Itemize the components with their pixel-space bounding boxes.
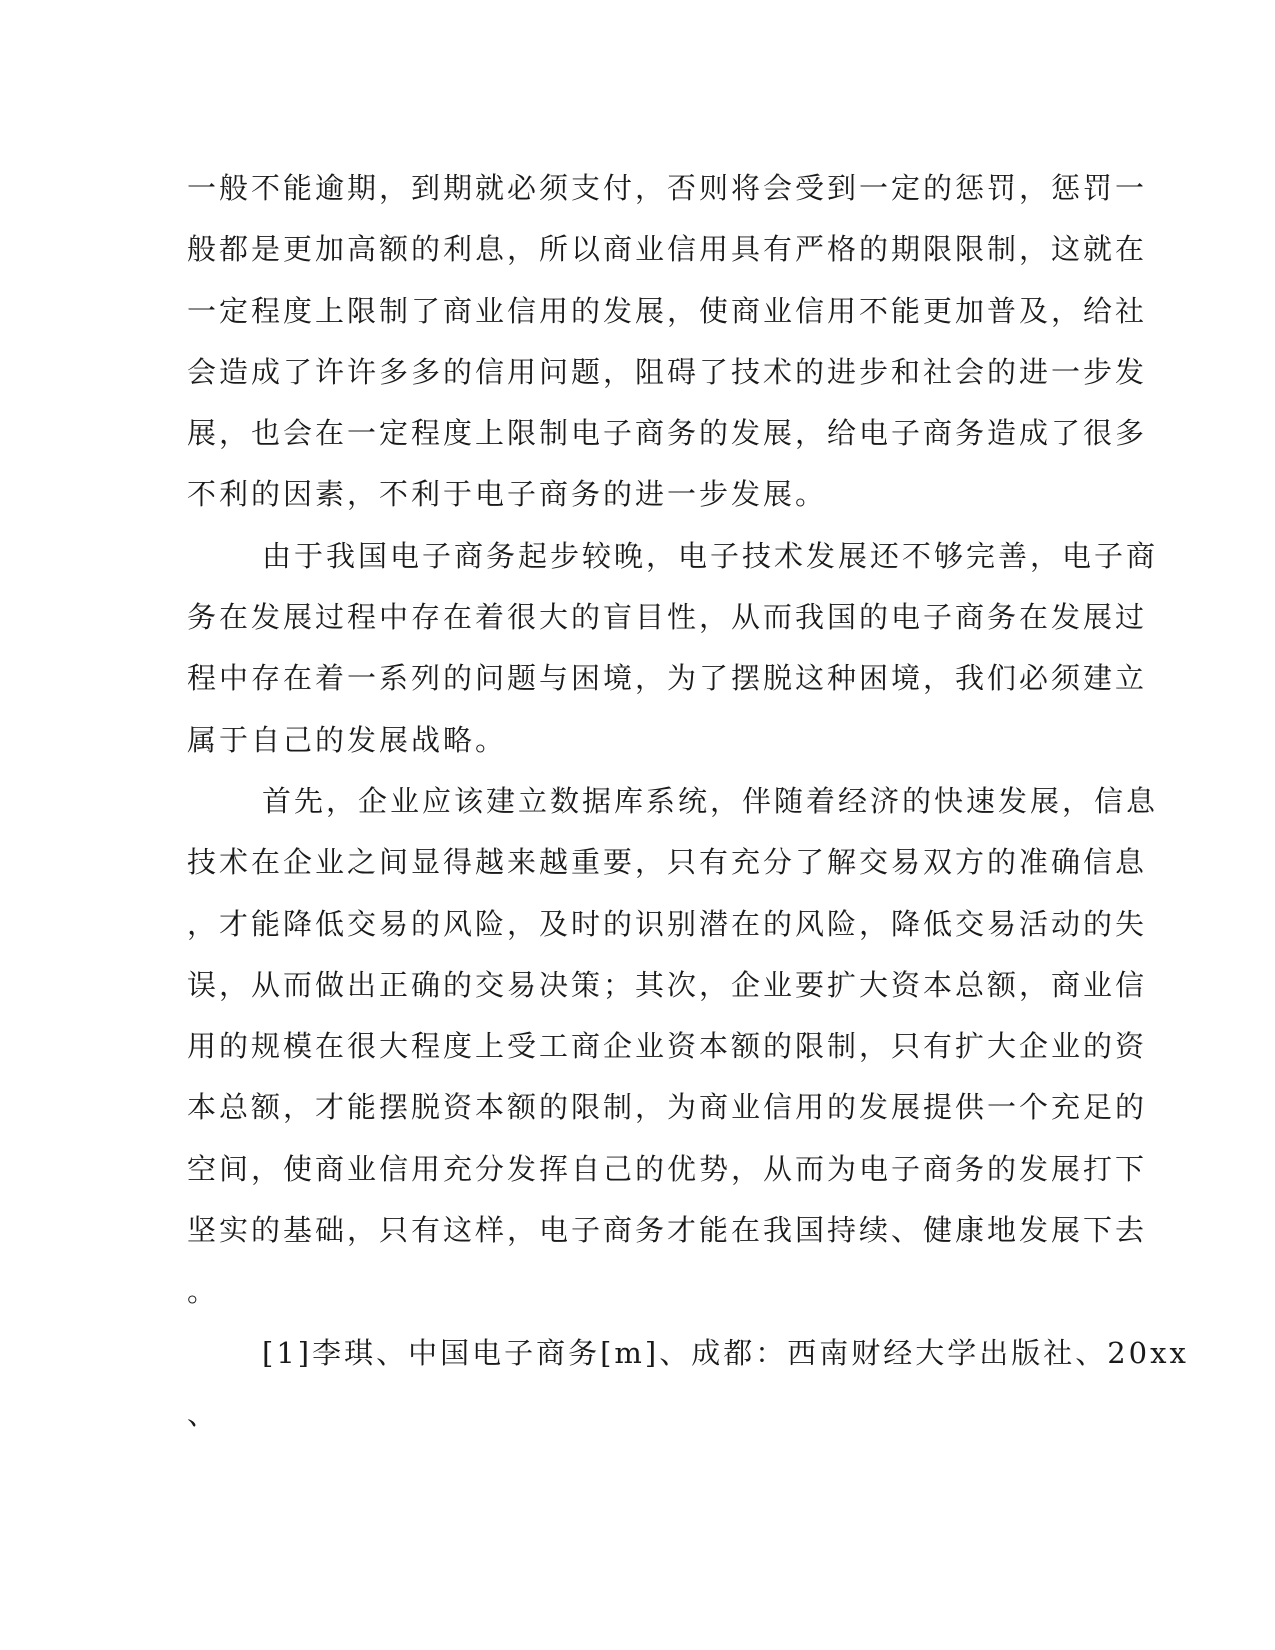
text-line: 技术在企业之间显得越来越重要，只有充分了解交易双方的准确信息 — [187, 845, 1148, 880]
text-line: 。 — [187, 1274, 220, 1309]
body-text — [187, 158, 1189, 1445]
text-line: 本总额，才能摆脱资本额的限制，为商业信用的发展提供一个充足的 — [187, 1090, 1148, 1125]
reference-line: 、 — [187, 1396, 220, 1431]
text-line: 误，从而做出正确的交易决策；其次，企业要扩大资本总额，商业信 — [187, 967, 1148, 1002]
paragraph-2 — [187, 526, 1159, 771]
text-line: 会造成了许许多多的信用问题，阻碍了技术的进步和社会的进一步发 — [187, 354, 1148, 389]
text-line: 般都是更加高额的利息，所以商业信用具有严格的期限限制，这就在 — [187, 232, 1148, 267]
text-line: ，才能降低交易的风险，及时的识别潜在的风险，降低交易活动的失 — [187, 906, 1148, 941]
text-line: 属于自己的发展战略。 — [187, 722, 508, 757]
text-line: 展，也会在一定程度上限制电子商务的发展，给电子商务造成了很多 — [187, 416, 1148, 451]
paragraph-1 — [187, 158, 1148, 526]
text-line: 一般不能逾期，到期就必须支付，否则将会受到一定的惩罚，惩罚一 — [187, 171, 1148, 205]
text-line: 用的规模在很大程度上受工商企业资本额的限制，只有扩大企业的资 — [187, 1029, 1148, 1064]
text-line: 不利的因素，不利于电子商务的进一步发展。 — [187, 477, 828, 512]
text-line: 程中存在着一系列的问题与困境，为了摆脱这种困境，我们必须建立 — [187, 661, 1148, 696]
text-line: 一定程度上限制了商业信用的发展，使商业信用不能更加普及，给社 — [187, 293, 1148, 328]
text-line: 由于我国电子商务起步较晚，电子技术发展还不够完善，电子商 — [262, 538, 1159, 573]
reference-line: [1]李琪、中国电子商务[m]、成都：西南财经大学出版社、20xx — [262, 1335, 1189, 1370]
paragraph-3 — [187, 771, 1159, 1323]
text-line: 务在发展过程中存在着很大的盲目性，从而我国的电子商务在发展过 — [187, 600, 1148, 635]
text-line: 首先，企业应该建立数据库系统，伴随着经济的快速发展，信息 — [262, 783, 1159, 818]
reference-1 — [187, 1323, 1189, 1446]
text-line: 坚实的基础，只有这样，电子商务才能在我国持续、健康地发展下去 — [187, 1213, 1148, 1248]
text-line: 空间，使商业信用充分发挥自己的优势，从而为电子商务的发展打下 — [187, 1151, 1148, 1186]
